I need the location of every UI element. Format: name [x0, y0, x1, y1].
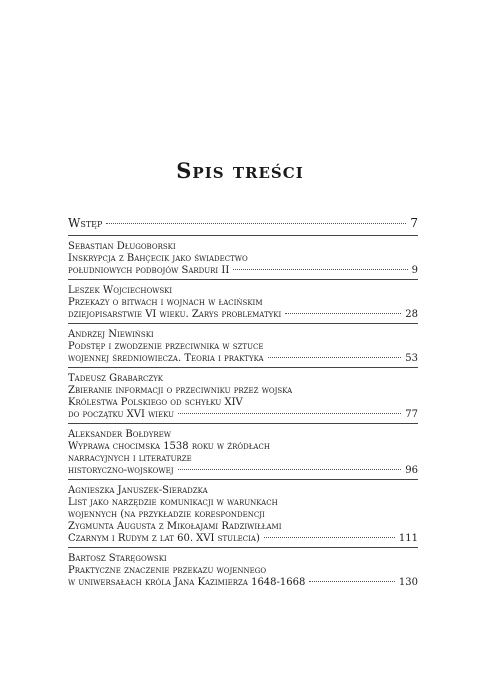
entry-title-line: [68, 353, 418, 365]
entry-author: Aleksander Bołdyrew: [68, 429, 171, 440]
separator-line: [68, 279, 418, 280]
entry-author: Leszek Wojciechowski: [68, 285, 173, 296]
entry-title-text: Czarnym i Rudym z lat 60. XVI stulecia): [68, 533, 260, 544]
toc-entry[interactable]: [68, 553, 418, 589]
entry-title-text: Wyprawa chocimska 1538 roku w źródłach: [68, 441, 270, 452]
entry-title-text: wojennej średniowiecza. Teoria i praktyka: [68, 353, 264, 364]
entry-author: Bartosz Staręgowski: [68, 553, 167, 564]
entry-title-text: List jako narzędzie komunikacji w warunkach: [68, 497, 278, 508]
intro-label: Wstęp: [68, 216, 103, 230]
separator-line: [68, 323, 418, 324]
dot-leader: [233, 269, 407, 270]
entry-author: Sebastian Długoborski: [68, 241, 176, 252]
entry-title-text: Podstęp i zwodzenie przeciwnika w sztuce: [68, 341, 264, 352]
entry-title-line: [68, 565, 418, 577]
page-number: 9: [411, 265, 418, 276]
entry-author: Tadeusz Grabarczyk: [68, 373, 164, 384]
entry-title-line: [68, 397, 418, 409]
entry-title-line: [68, 253, 418, 265]
entry-title-text: południowych podbojów Sarduri II: [68, 265, 230, 276]
dot-leader: [178, 413, 401, 414]
dot-leader: [178, 469, 402, 470]
toc-entry-intro[interactable]: [68, 217, 418, 229]
toc-entry[interactable]: [68, 285, 418, 321]
separator-line: [68, 547, 418, 548]
entry-title-text: w uniwersałach króla Jana Kazimierza 1648-1668: [68, 577, 306, 588]
entry-title-line: [68, 533, 418, 545]
entry-title-text: Królestwa Polskiego od schyłku XIV: [68, 397, 243, 408]
toc-line: [68, 217, 418, 229]
entry-title-line: [68, 385, 418, 397]
entry-title-line: [68, 441, 418, 453]
separator-line: [68, 367, 418, 368]
entry-title-text: Przekazy o bitwach i wojnach w łacińskim: [68, 297, 263, 308]
entry-title-text: do początku XVI wieku: [68, 409, 175, 420]
page-number: 111: [398, 533, 418, 544]
page-number: 28: [405, 309, 418, 320]
separator-line: [68, 235, 418, 236]
separator-line: [68, 423, 418, 424]
dot-leader: [264, 537, 395, 538]
entry-title-text: wojennych (na przykładzie korespondencji: [68, 509, 265, 520]
entry-title-text: narracyjnych i literaturze: [68, 453, 192, 464]
entry-title-text: Zbieranie informacji o przeciwniku przez wojska: [68, 385, 293, 396]
entry-title-line: [68, 577, 418, 589]
dot-leader: [285, 313, 401, 314]
dot-leader: [268, 357, 402, 358]
entry-title-text: Zygmunta Augusta z Mikołajami Radziwiłłami: [68, 521, 282, 532]
entry-title-line: [68, 465, 418, 477]
toc-entries: [68, 235, 418, 589]
toc-entry[interactable]: [68, 373, 418, 421]
table-of-contents: [68, 217, 418, 589]
entry-title-line: [68, 297, 418, 309]
entry-title-line: [68, 521, 418, 533]
entry-author: Agnieszka Januszek-Sieradzka: [68, 485, 208, 496]
entry-title-text: historyczno-wojskowej: [68, 465, 174, 476]
toc-entry[interactable]: [68, 329, 418, 365]
entry-title-text: Praktyczne znaczenie przekazu wojennego: [68, 565, 267, 576]
entry-title-line: [68, 309, 418, 321]
entry-title-line: [68, 265, 418, 277]
dot-leader: [309, 581, 395, 582]
page-number: 96: [405, 465, 418, 476]
page-number: 53: [405, 353, 418, 364]
entry-author: Andrzej Niewiński: [68, 329, 154, 340]
dot-leader: [106, 223, 406, 224]
entry-title-text: Inskrypcja z Bahçecik jako świadectwo: [68, 253, 248, 264]
entry-title-line: [68, 497, 418, 509]
page-number: 7: [410, 216, 418, 230]
separator-line: [68, 479, 418, 480]
entry-title-line: [68, 341, 418, 353]
toc-entry[interactable]: [68, 485, 418, 545]
entry-title-text: dziejopisarstwie VI wieku. Zarys problematyki: [68, 309, 282, 320]
entry-title-line: [68, 453, 418, 465]
page-number: 130: [398, 577, 418, 588]
page-number: 77: [405, 409, 418, 420]
page-title: Spis treści: [176, 158, 304, 183]
entry-title-line: [68, 509, 418, 521]
entry-title-line: [68, 409, 418, 421]
toc-entry[interactable]: [68, 241, 418, 277]
toc-entry[interactable]: [68, 429, 418, 477]
